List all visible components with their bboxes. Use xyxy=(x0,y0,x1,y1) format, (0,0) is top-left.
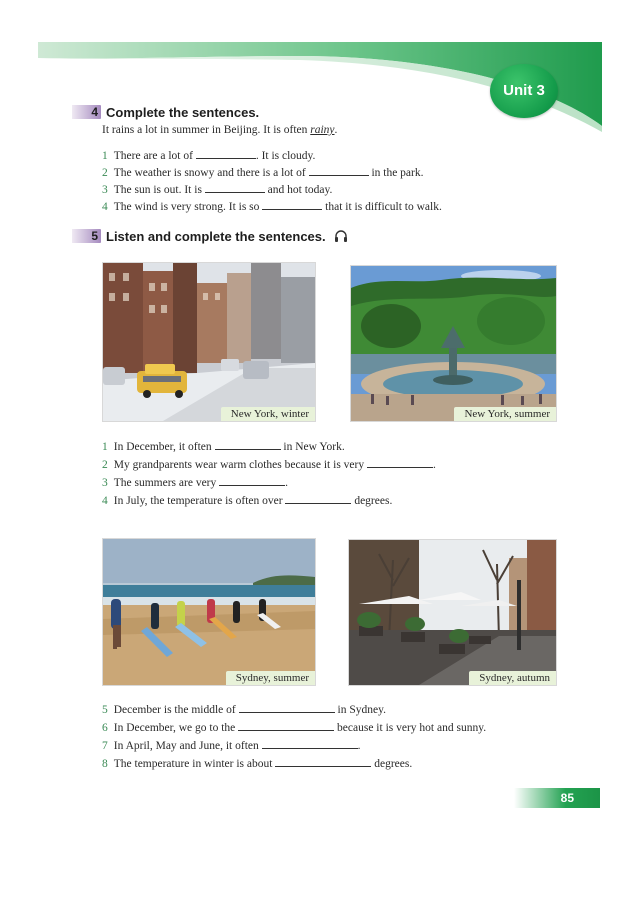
exercise-line xyxy=(102,701,386,716)
answer-blank[interactable] xyxy=(238,719,334,731)
answer-blank[interactable] xyxy=(215,438,281,450)
item-text: because it is very hot and sunny. xyxy=(334,722,487,734)
item-text: In April, May and June, it often xyxy=(113,740,262,752)
item-text: The wind is very strong. It is so xyxy=(113,201,263,213)
section-4-heading xyxy=(72,104,259,120)
item-text: My grandparents wear warm clothes because it is very xyxy=(113,459,367,471)
item-text: . xyxy=(357,740,361,752)
item-number: 3 xyxy=(102,184,108,196)
new-york-summer-illustration xyxy=(351,266,556,421)
answer-blank[interactable] xyxy=(309,164,369,176)
section-5-number: 5 xyxy=(72,229,101,243)
item-text: The temperature in winter is about xyxy=(113,758,276,770)
answer-blank[interactable] xyxy=(196,147,256,159)
item-text: degrees. xyxy=(351,495,393,507)
item-text: The sun is out. It is xyxy=(113,184,205,196)
answer-blank[interactable] xyxy=(205,181,265,193)
photo-sydney-summer xyxy=(102,538,316,686)
photo-caption: Sydney, summer xyxy=(226,671,315,685)
photo-caption: Sydney, autumn xyxy=(469,671,556,685)
item-text: that it is difficult to walk. xyxy=(322,201,442,213)
photo-caption: New York, summer xyxy=(454,407,556,421)
item-text: in the park. xyxy=(368,167,424,179)
section-4-number: 4 xyxy=(72,105,101,119)
item-text: . It is cloudy. xyxy=(255,150,316,162)
photo-new-york-winter xyxy=(102,262,316,422)
exercise-line xyxy=(102,181,332,196)
exercise-line xyxy=(102,492,392,507)
exercise-line xyxy=(102,755,412,770)
exercise-line xyxy=(102,147,315,162)
item-number: 7 xyxy=(102,740,108,752)
item-number: 4 xyxy=(102,495,108,507)
item-text: in Sydney. xyxy=(334,704,386,716)
answer-blank[interactable] xyxy=(285,492,351,504)
item-number: 4 xyxy=(102,201,108,213)
photo-new-york-summer xyxy=(350,265,557,422)
item-number: 1 xyxy=(102,150,108,162)
answer-blank[interactable] xyxy=(367,456,433,468)
item-text: . xyxy=(285,477,289,489)
headphones-icon[interactable] xyxy=(334,229,348,243)
section-4-example xyxy=(102,124,337,136)
section-5-heading xyxy=(72,228,348,244)
item-text: In July, the temperature is often over xyxy=(113,495,286,507)
photo-sydney-autumn xyxy=(348,539,557,686)
unit-badge: Unit 3 xyxy=(490,64,558,118)
item-number: 6 xyxy=(102,722,108,734)
item-number: 2 xyxy=(102,167,108,179)
answer-blank[interactable] xyxy=(275,755,371,767)
exercise-line xyxy=(102,737,361,752)
item-number: 8 xyxy=(102,758,108,770)
exercise-line xyxy=(102,456,436,471)
item-text: There are a lot of xyxy=(113,150,196,162)
sydney-autumn-illustration xyxy=(349,540,556,685)
item-number: 1 xyxy=(102,441,108,453)
item-text: In December, we go to the xyxy=(113,722,239,734)
item-number: 2 xyxy=(102,459,108,471)
photo-caption: New York, winter xyxy=(221,407,315,421)
item-text: In December, it often xyxy=(113,441,215,453)
exercise-line xyxy=(102,719,486,734)
example-after: . xyxy=(334,124,338,136)
section-5-title: Listen and complete the sentences. xyxy=(106,228,326,244)
new-york-winter-illustration xyxy=(103,263,315,421)
example-before: It rains a lot in summer in Beijing. It is often xyxy=(102,124,311,136)
item-number: 5 xyxy=(102,704,108,716)
item-text: The summers are very xyxy=(113,477,220,489)
item-text: in New York. xyxy=(280,441,345,453)
answer-blank[interactable] xyxy=(262,198,322,210)
section-4-title: Complete the sentences. xyxy=(106,104,260,120)
exercise-line xyxy=(102,198,442,213)
example-answer: rainy xyxy=(310,124,335,136)
answer-blank[interactable] xyxy=(239,701,335,713)
sydney-summer-illustration xyxy=(103,539,315,685)
item-text: The weather is snowy and there is a lot of xyxy=(113,167,309,179)
answer-blank[interactable] xyxy=(219,474,285,486)
item-number: 3 xyxy=(102,477,108,489)
item-text: degrees. xyxy=(371,758,413,770)
item-text: . xyxy=(432,459,436,471)
exercise-line xyxy=(102,474,288,489)
exercise-line xyxy=(102,164,424,179)
item-text: and hot today. xyxy=(264,184,333,196)
answer-blank[interactable] xyxy=(262,737,358,749)
page-number: 85 xyxy=(514,788,600,808)
exercise-line xyxy=(102,438,345,453)
item-text: December is the middle of xyxy=(113,704,239,716)
